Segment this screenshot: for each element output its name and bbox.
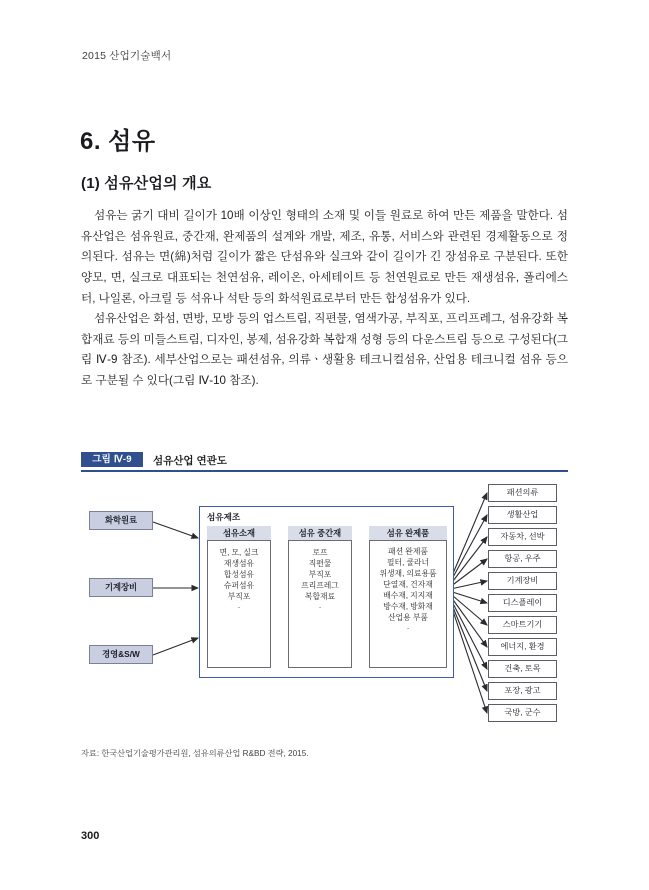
stage-item: 직편물 [308,559,332,569]
stage-item: 면, 모, 실크 [219,548,259,557]
stage-body-0 [207,547,271,613]
stage-item: · [237,603,241,613]
stage-head-2: 섬유 완제품 [369,526,447,541]
stage-item: 단열재, 건자재 [383,580,433,590]
stage-item: 합성섬유 [223,570,255,580]
output-box-5: 디스플레이 [488,594,557,612]
output-box-4: 기계장비 [488,572,557,590]
stage-head-0: 섬유소재 [207,526,271,541]
output-box-3: 항공, 우주 [488,550,557,568]
stage-head-1: 섬유 중간재 [288,526,352,541]
stage-item: 로프 [312,548,328,557]
input-box-0: 화학원료 [89,511,153,530]
page-number: 300 [81,830,100,842]
output-box-6: 스마트기기 [488,616,557,634]
running-head: 2015 산업기술백서 [82,50,172,62]
output-box-2: 자동차, 선박 [488,528,557,546]
input-box-2: 경영&S/W [89,645,153,664]
stage-body-2 [369,546,447,635]
stage-item: 산업용 부품 [388,613,428,623]
stage-body-1 [288,547,352,613]
figure-diagram [81,478,568,736]
input-box-1: 기계장비 [89,578,153,597]
figure-caption: 섬유산업 연관도 [153,455,227,467]
output-box-1: 생활산업 [488,506,557,524]
stage-item: 복합재료 [304,592,336,602]
figure-rule [81,470,568,472]
stage-item: 패션 완제품 [388,547,428,556]
stage-item: 재생섬유 [223,559,255,569]
stage-item: 부직포 [308,570,332,580]
stage-item: 위생재, 의료용품 [379,569,437,579]
output-box-10: 국방, 군수 [488,704,557,722]
stage-item: 프리프레그 [301,581,339,591]
output-box-9: 포장, 광고 [488,682,557,700]
figure-label-row [81,452,568,473]
body-text [81,206,568,392]
stage-item: 필터, 쿨라너 [387,558,429,568]
section-title: (1) 섬유산업의 개요 [81,175,212,193]
output-box-8: 건축, 토목 [488,660,557,678]
stage-item: 슈퍼섬유 [223,581,255,591]
stage-item: 방수재, 방화재 [383,602,433,612]
stage-item: · [406,624,410,634]
manufacturing-frame-title: 섬유제조 [207,512,241,522]
source-note: 자료: 한국산업기술평가관리원, 섬유의류산업 R&BD 전략, 2015. [81,749,309,758]
paragraph-1: 섬유는 굵기 대비 길이가 10배 이상인 형태의 소재 및 이들 원료로 하여 만든 제품을 말한다. 섬유산업은 섬유원료, 중간재, 완제품의 설계와 개발, 제조, 유통, 서비스와 관련된 경제활동으로 정의된다. 섬유는 면(綿)처럼 길이가 짧은 단섬유와 실크와 같이 길이가 긴 장섬유로 구분된다. 또한 양모, 면, 실크로 대표되는 천연섬유, 레이온, 아세테이트 등 천연원료로 만든 재생섬유, 폴리에스터, 나일론, 아크릴 등 석유나 석탄 등의 화석원료로부터 만든 합성섬유가 있다. [81,209,568,305]
output-box-0: 패션의류 [488,484,557,502]
paragraph-2: 섬유산업은 화섬, 면방, 모방 등의 업스트림, 직편물, 염색가공, 부직포, 프리프레그, 섬유강화 복합재료 등의 미들스트림, 디자인, 봉제, 섬유강화 복합재 성형 등의 다운스트림 등으로 구성된다(그림 Ⅳ-9 참조). 세부산업으로는 패션섬유, 의류ㆍ생활용 테크니컬섬유, 산업용 테크니컬 섬유 등으로 구분될 수 있다(그림 Ⅳ-10 참조). [81,312,568,387]
chapter-title: 6. 섬유 [80,128,156,156]
stage-item: 배수재, 지지재 [383,591,433,601]
figure-tag: 그림 Ⅳ-9 [81,452,143,467]
stage-item: 부직포 [227,592,251,602]
output-box-7: 에너지, 환경 [488,638,557,656]
stage-item: · [318,603,322,613]
